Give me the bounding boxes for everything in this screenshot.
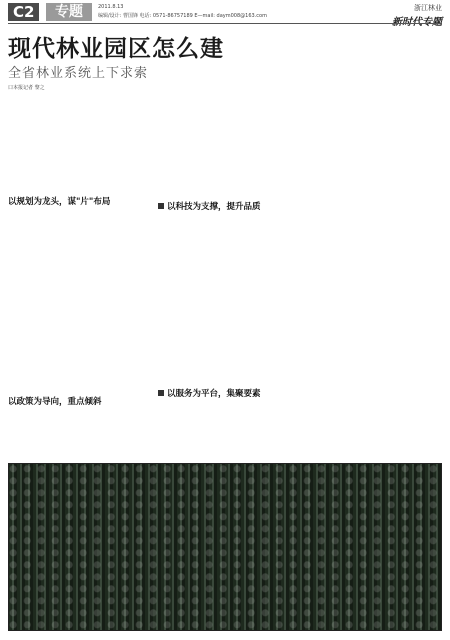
article-subhead: 全省林业系统上下求索	[8, 66, 149, 81]
masthead-paper-name	[392, 13, 442, 28]
square-bullet-icon	[158, 390, 164, 396]
section-title-policy	[8, 395, 102, 407]
section-title-text: 以科技为支撑，提升品质	[167, 202, 261, 212]
editor-contact: 编辑/设计: 曹国锋 电话: 0571-86757189 E—mail: daym008@163.com	[98, 13, 267, 19]
article-byline: 口本报记者 黎之	[8, 85, 45, 91]
header-rule	[8, 23, 442, 24]
section-name-badge: 专题	[46, 3, 92, 21]
masthead-region: 浙江林业	[414, 4, 442, 12]
section-title-text: 以服务为平台，集聚要素	[167, 389, 261, 399]
section-title-text: 以政策为导向，重点倾斜	[8, 397, 102, 407]
page-header	[0, 0, 450, 26]
masthead	[392, 3, 442, 28]
section-title-text: 以规划为龙头，谋"片"布局	[8, 197, 111, 207]
section-code-badge: C2	[8, 3, 39, 21]
section-title-technology	[158, 200, 261, 212]
nursery-photo	[8, 463, 442, 631]
square-bullet-icon	[158, 203, 164, 209]
article-headline: 现代林业园区怎么建	[8, 36, 224, 62]
section-title-service	[158, 387, 261, 399]
section-title-planning	[8, 195, 110, 207]
issue-date: 2011.8.13	[98, 4, 124, 10]
